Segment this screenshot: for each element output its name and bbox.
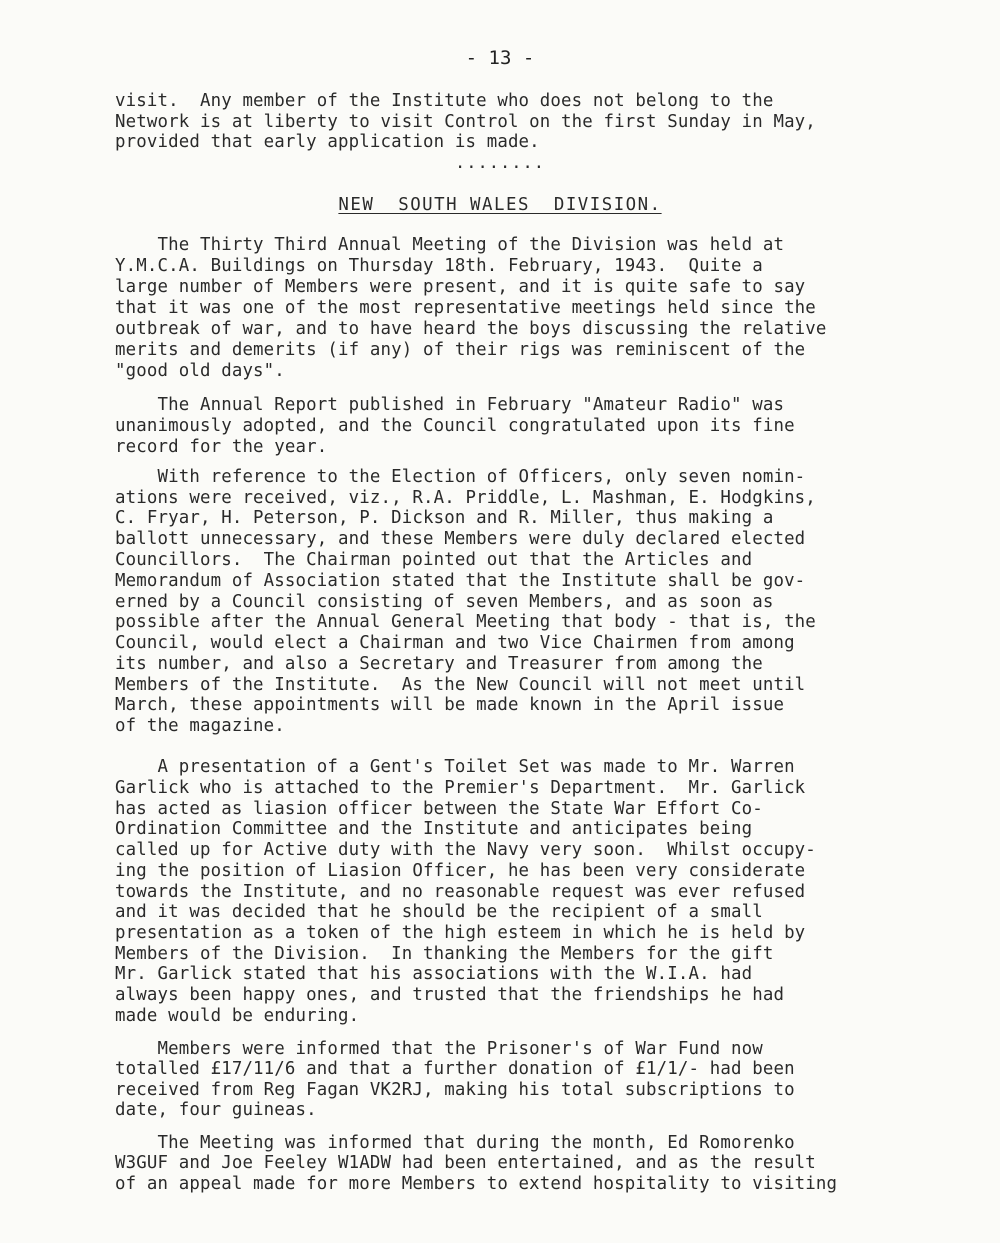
intro-line: visit. Any member of the Institute who does not belong to the <box>115 91 774 111</box>
paragraph-line: always been happy ones, and trusted that the friendships he had <box>115 985 785 1005</box>
paragraph-line: A presentation of a Gent's Toilet Set was made to Mr. Warren <box>115 757 795 777</box>
paragraph-line: towards the Institute, and no reasonable request was ever refused <box>115 882 806 902</box>
paragraph-line: Y.M.C.A. Buildings on Thursday 18th. February, 1943. Quite a <box>115 256 763 276</box>
paragraph-line: received from Reg Fagan VK2RJ, making his total subscriptions to <box>115 1080 795 1100</box>
paragraph-line: Ordination Committee and the Institute and anticipates being <box>115 819 753 839</box>
page-number: - 13 - <box>465 47 535 69</box>
intro-line: Network is at liberty to visit Control on the first Sunday in May, <box>115 112 816 132</box>
paragraph-line: ballott unnecessary, and these Members were duly declared elected <box>115 529 806 549</box>
paragraph-line: Members were informed that the Prisoner's of War Fund now <box>115 1039 763 1059</box>
paragraph-line: Mr. Garlick stated that his associations with the W.I.A. had <box>115 964 753 984</box>
paragraph-line: C. Fryar, H. Peterson, P. Dickson and R. Miller, thus making a <box>115 508 774 528</box>
paragraph-line: unanimously adopted, and the Council congratulated upon its fine <box>115 416 795 436</box>
paragraph-line: large number of Members were present, and it is quite safe to say <box>115 277 806 297</box>
paragraph-line: merits and demerits (if any) of their rigs was reminiscent of the <box>115 340 806 360</box>
paragraph-line: "good old days". <box>115 361 285 381</box>
paragraph-line: outbreak of war, and to have heard the boys discussing the relative <box>115 319 827 339</box>
paragraph-line: March, these appointments will be made known in the April issue <box>115 695 785 715</box>
paragraph-line: ations were received, viz., R.A. Priddle, L. Mashman, E. Hodgkins, <box>115 488 816 508</box>
paragraph-line: that it was one of the most representative meetings held since the <box>115 298 816 318</box>
paragraph-line: W3GUF and Joe Feeley W1ADW had been entertained, and as the result <box>115 1153 816 1173</box>
section-heading: NEW SOUTH WALES DIVISION. <box>338 195 662 215</box>
paragraph-line: date, four guineas. <box>115 1100 317 1120</box>
paragraph-line: has acted as liasion officer between the State War Effort Co- <box>115 799 763 819</box>
paragraph-line: erned by a Council consisting of seven Members, and as soon as <box>115 592 774 612</box>
paragraph-line: Members of the Division. In thanking the Members for the gift <box>115 944 774 964</box>
paragraph-line: presentation as a token of the high esteem in which he is held by <box>115 923 806 943</box>
intro-line: provided that early application is made. <box>115 132 540 152</box>
paragraph-line: totalled £17/11/6 and that a further donation of £1/1/- had been <box>115 1059 795 1079</box>
paragraph-line: called up for Active duty with the Navy very soon. Whilst occupy- <box>115 840 816 860</box>
paragraph-line: and it was decided that he should be the recipient of a small <box>115 902 763 922</box>
paragraph-line: made would be enduring. <box>115 1006 360 1026</box>
paragraph-line: ing the position of Liasion Officer, he has been very considerate <box>115 861 806 881</box>
paragraph-line: With reference to the Election of Officers, only seven nomin- <box>115 467 806 487</box>
paragraph-line: Council, would elect a Chairman and two Vice Chairmen from among <box>115 633 795 653</box>
paragraph-line: of the magazine. <box>115 716 285 736</box>
paragraph-line: Memorandum of Association stated that the Institute shall be gov- <box>115 571 806 591</box>
paragraph-line: Members of the Institute. As the New Council will not meet until <box>115 675 806 695</box>
paragraph-line: of an appeal made for more Members to extend hospitality to visiting <box>115 1174 838 1194</box>
paragraph-line: The Thirty Third Annual Meeting of the Division was held at <box>115 235 785 255</box>
paragraph-line: The Meeting was informed that during the month, Ed Romorenko <box>115 1133 795 1153</box>
paragraph-line: its number, and also a Secretary and Treasurer from among the <box>115 654 763 674</box>
paragraph-line: possible after the Annual General Meeting that body - that is, the <box>115 612 816 632</box>
paragraph-line: record for the year. <box>115 437 328 457</box>
paragraph-line: Garlick who is attached to the Premier's Department. Mr. Garlick <box>115 778 806 798</box>
paragraph-line: The Annual Report published in February "Amateur Radio" was <box>115 395 785 415</box>
separator-dots: ........ <box>455 153 545 173</box>
paragraph-line: Councillors. The Chairman pointed out that the Articles and <box>115 550 753 570</box>
